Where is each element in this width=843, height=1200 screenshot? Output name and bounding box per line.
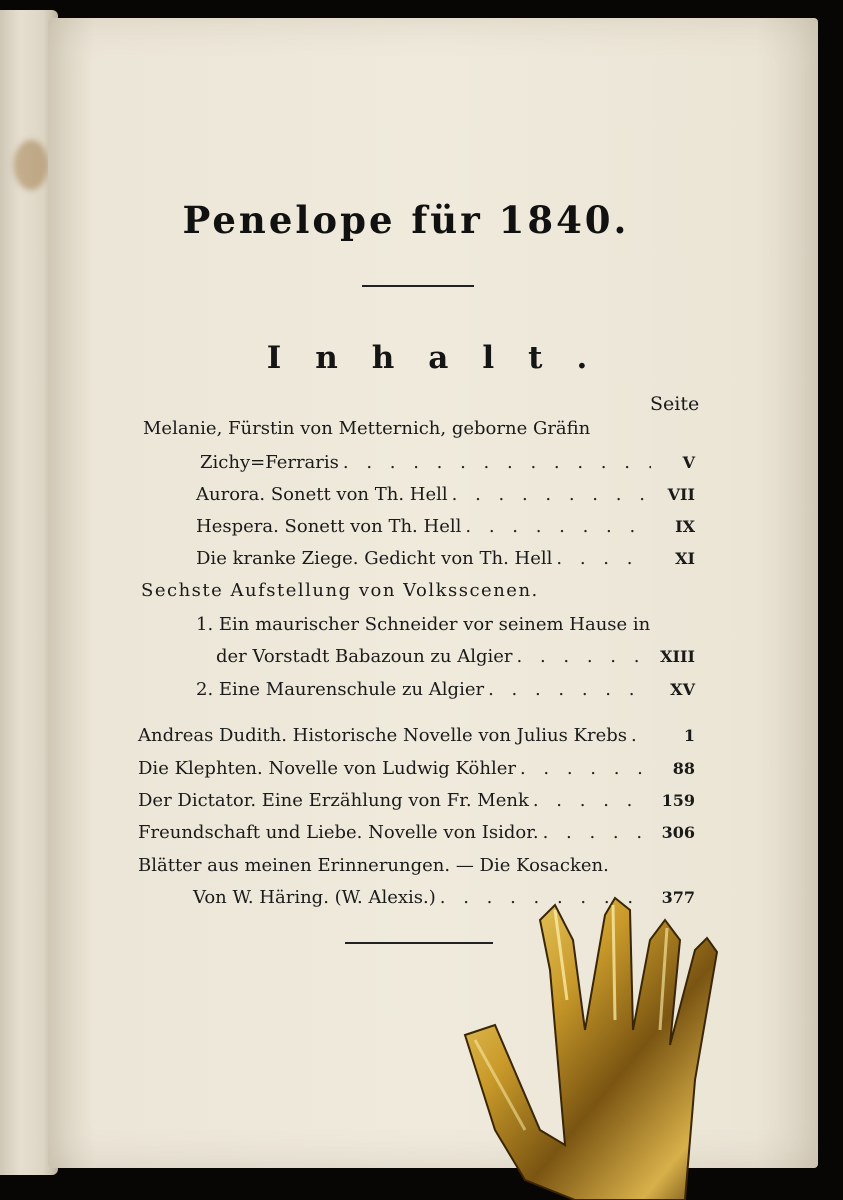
leader-dots <box>556 548 651 569</box>
toc-entry-title: Die Klephten. Novelle von Ludwig Köhler <box>138 758 516 779</box>
toc-page-number: 159 <box>661 791 695 810</box>
toc-page-number: 377 <box>661 888 695 907</box>
toc-entry-line: 1. Ein maurischer Schneider vor seinem Hause in <box>196 614 651 635</box>
toc-page-number: XI <box>675 549 695 568</box>
toc-entry <box>138 822 695 843</box>
book-title: Penelope für 1840. <box>182 198 630 242</box>
page-column-label: Seite <box>650 393 700 415</box>
toc-page-number: 306 <box>661 823 695 842</box>
toc-entry-title: Die kranke Ziege. Gedicht von Th. Hell <box>196 548 553 569</box>
toc-page-number: 1 <box>683 726 695 745</box>
toc-section-heading: Sechste Aufstellung von Volksscenen. <box>141 580 539 601</box>
toc-entry-title: Der Dictator. Eine Erzählung von Fr. Menk <box>138 790 529 811</box>
toc-entry-title: Zichy=Ferraris <box>200 452 339 473</box>
toc-page-number: V <box>682 453 695 472</box>
toc-entry-line: Blätter aus meinen Erinnerungen. — Die Kosacken. <box>138 855 609 876</box>
leader-dots <box>343 452 651 473</box>
toc-entry <box>196 516 695 537</box>
toc-entry <box>216 646 695 667</box>
leader-dots <box>543 822 651 843</box>
toc-entry <box>196 548 695 569</box>
toc-page-number: XIII <box>660 647 695 666</box>
page-stain <box>14 140 48 190</box>
leader-dots <box>631 725 651 746</box>
toc-entry-line: Melanie, Fürstin von Metternich, geborne Gräfin <box>143 418 591 439</box>
leader-dots <box>452 484 651 505</box>
toc-entry-title: Von W. Häring. (W. Alexis.) <box>193 887 436 908</box>
toc-entry-title: Aurora. Sonett von Th. Hell <box>196 484 448 505</box>
brass-hand-page-holder-icon <box>455 880 745 1200</box>
toc-entry-title: Hespera. Sonett von Th. Hell <box>196 516 462 537</box>
leader-dots <box>465 516 651 537</box>
leader-dots <box>488 679 651 700</box>
toc-page-number: 88 <box>672 759 695 778</box>
leader-dots <box>533 790 651 811</box>
toc-entry <box>196 484 695 505</box>
toc-entry-title: der Vorstadt Babazoun zu Algier <box>216 646 513 667</box>
title-divider <box>362 285 474 287</box>
toc-entry <box>138 790 695 811</box>
toc-entry-title: 2. Eine Maurenschule zu Algier <box>196 679 485 700</box>
toc-entry <box>196 679 695 700</box>
toc-page-number: IX <box>675 517 695 536</box>
toc-entry <box>138 725 695 746</box>
toc-page-number: XV <box>670 680 695 699</box>
toc-entry-title: Andreas Dudith. Historische Novelle von Julius Krebs <box>138 725 627 746</box>
toc-entry <box>200 452 695 473</box>
toc-heading: Inhalt. <box>266 340 622 376</box>
leader-dots <box>517 646 652 667</box>
toc-page-number: VII <box>667 485 695 504</box>
leader-dots <box>520 758 651 779</box>
toc-entry <box>138 758 695 779</box>
toc-entry-title: Freundschaft und Liebe. Novelle von Isidor. <box>138 822 539 843</box>
